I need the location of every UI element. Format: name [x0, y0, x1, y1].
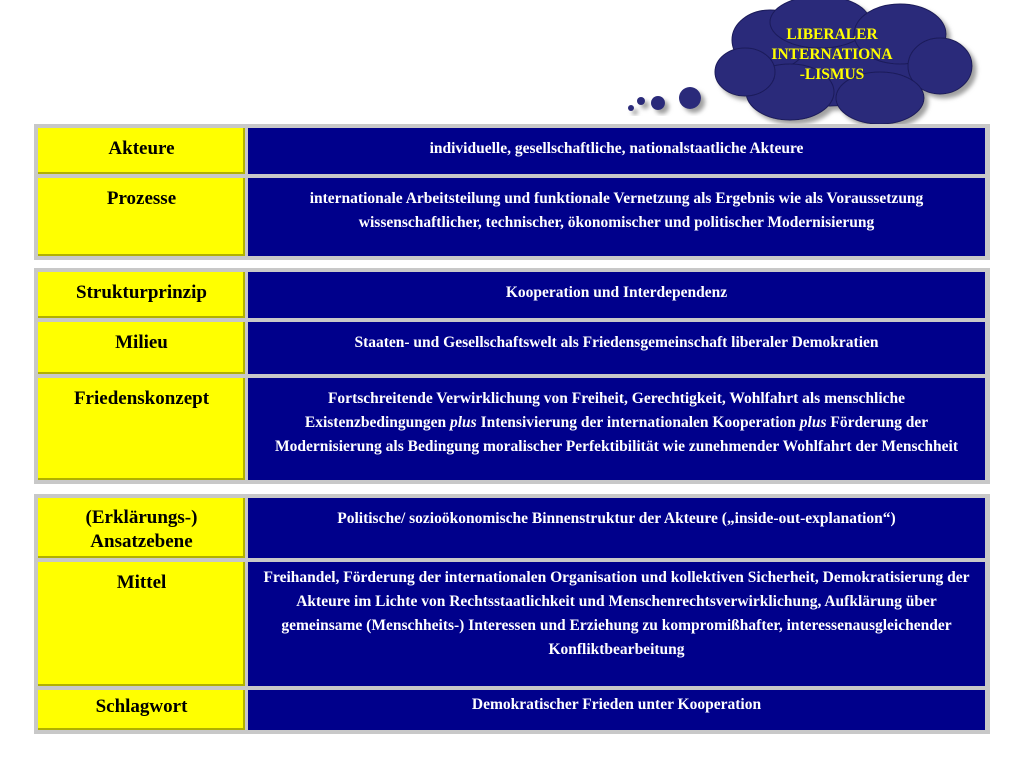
row-label: Strukturprinzip	[38, 272, 245, 318]
cloud-title-line1: LIBERALER	[786, 26, 878, 43]
table-row-friedenskonzept	[34, 378, 990, 480]
value-part-italic: plus	[450, 414, 477, 431]
row-value: internationale Arbeitsteilung und funktionale Vernetzung als Ergebnis wie als Voraussetzung wissenschaftlicher, technischer, ökonomischer und politischer Modernisierung	[248, 178, 985, 256]
cloud-title-line3: -LISMUS	[799, 66, 865, 83]
table-row-mittel	[34, 562, 990, 686]
table-row-akteure	[34, 128, 990, 174]
value-part: Intensivierung der internationalen Kooperation	[476, 414, 800, 431]
row-value: Kooperation und Interdependenz	[248, 272, 985, 318]
row-label: Mittel	[38, 562, 245, 686]
value-part-italic: plus	[799, 414, 827, 431]
row-value: Politische/ sozioökonomische Binnenstruktur der Akteure („inside-out-explanation“)	[248, 498, 985, 558]
table-row-schlagwort	[34, 690, 990, 730]
table-row-milieu	[34, 322, 990, 374]
row-value: individuelle, gesellschaftliche, nationalstaatliche Akteure	[248, 128, 985, 174]
thought-bubble-large	[679, 87, 701, 109]
value-part: Fortschreitende Verwirklichung von Freiheit, Gerechtigkeit, Wohlfahrt als menschliche Existenzbedingungen	[304, 390, 906, 431]
thought-bubble-tiny	[628, 105, 634, 111]
cloud-title-line2: INTERNATIONA	[771, 46, 893, 63]
value-part: Förderung der Modernisierung als Bedingung moralischer Perfektibilität wie zunehmender Wohlfahrt der Menschheit	[275, 414, 958, 455]
table-row-prozesse	[34, 178, 990, 256]
table-row-strukturprinzip	[34, 272, 990, 318]
row-label: Milieu	[38, 322, 245, 374]
table-actors-processes	[34, 124, 990, 260]
row-value	[248, 378, 985, 480]
table-row-ansatzebene	[34, 498, 990, 558]
row-label: (Erklärungs-) Ansatzebene	[38, 498, 245, 558]
cloud-title	[742, 25, 922, 85]
row-label: Akteure	[38, 128, 245, 174]
row-label: Prozesse	[38, 178, 245, 256]
thought-bubble-small	[637, 97, 645, 105]
thought-bubble-medium	[651, 96, 665, 110]
row-value: Freihandel, Förderung der internationalen Organisation und kollektiven Sicherheit, Demokratisierung der Akteure im Lichte von Rechtsstaatlichkeit und Menschenrechtsverwirklichung, Aufklärung über gemeinsame (Menschheits-) Interessen und Erziehung zu kompromißhafter, interessenausgleichender Konfliktbearbeitung	[248, 562, 985, 686]
row-label: Friedenskonzept	[38, 378, 245, 480]
table-structure-peace	[34, 268, 990, 484]
row-label: Schlagwort	[38, 690, 245, 730]
row-value: Staaten- und Gesellschaftswelt als Friedensgemeinschaft liberaler Demokratien	[248, 322, 985, 374]
table-approach-means	[34, 494, 990, 734]
row-value: Demokratischer Frieden unter Kooperation	[248, 690, 985, 730]
